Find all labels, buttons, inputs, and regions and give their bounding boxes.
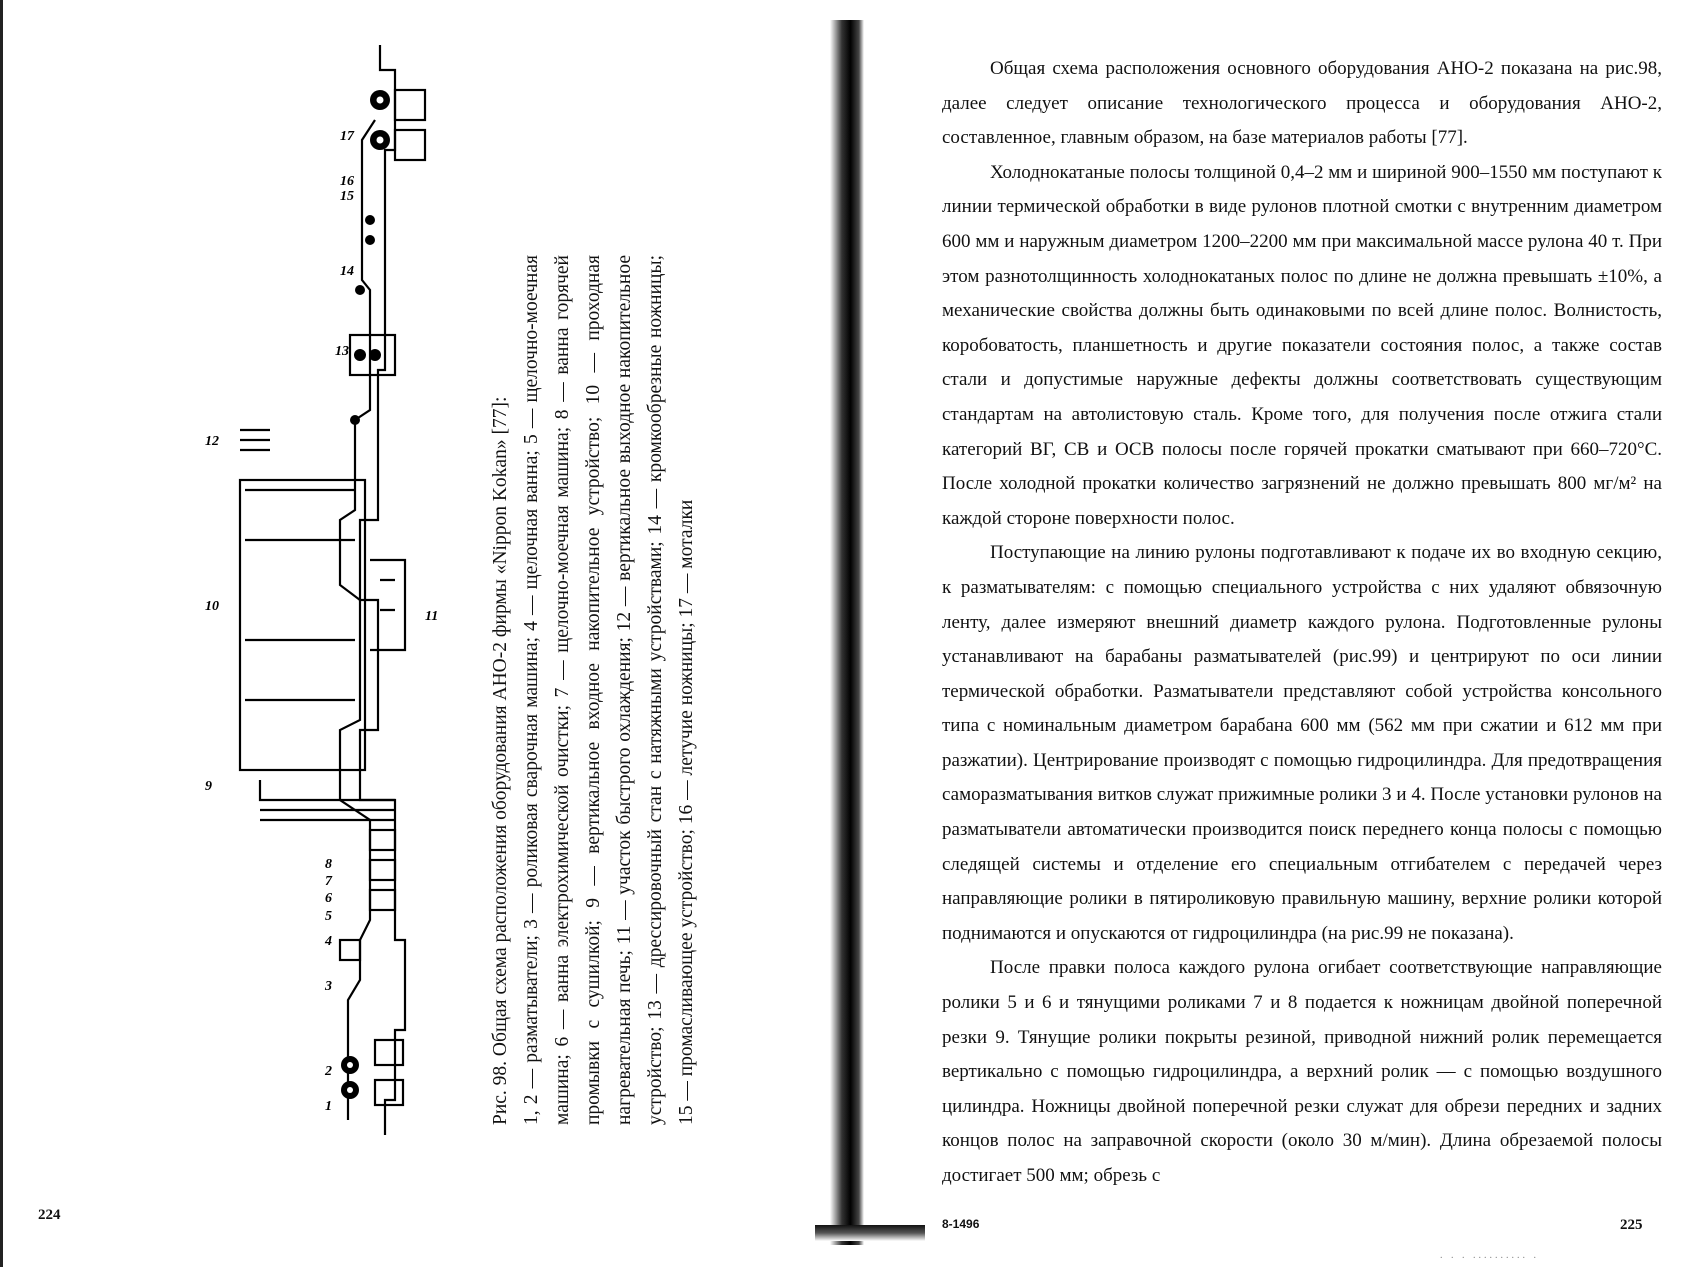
book-gutter bbox=[830, 20, 864, 1245]
building-outline bbox=[360, 45, 405, 1135]
entry-looper bbox=[260, 780, 395, 820]
label-15: 15 bbox=[340, 189, 354, 204]
equipment-layout-diagram bbox=[205, 40, 490, 1140]
exit-looper bbox=[240, 430, 270, 450]
label-4: 4 bbox=[325, 934, 332, 949]
page-number-right: 225 bbox=[1620, 1217, 1643, 1233]
coiler-box bbox=[395, 90, 425, 120]
label-13: 13 bbox=[335, 344, 349, 359]
label-6: 6 bbox=[325, 891, 332, 906]
label-2: 2 bbox=[325, 1064, 332, 1079]
paragraph-1: Общая схема расположения основного оборудования АНО-2 показана на рис.98, далее следует описание технологического процесса и оборудования АНО-2, составленное, главным образом, на базе материалов работы [77]. bbox=[942, 58, 1662, 149]
page-number-left: 224 bbox=[38, 1207, 61, 1223]
label-9: 9 bbox=[205, 779, 212, 794]
label-12: 12 bbox=[205, 434, 219, 449]
label-10: 10 bbox=[205, 599, 219, 614]
left-page bbox=[0, 0, 820, 1267]
label-7: 7 bbox=[325, 874, 332, 889]
paragraph-3: Поступающие на линию рулоны подготавливают к подаче их во входную секцию, к разматывателям: с помощью специального устройства с них удаляют обвязочную ленту, далее измеряют внешний диаметр каждого рулона. Подготовленные рулоны устанавливают на барабаны разматывателей (рис.99) и центрируют по оси линии термической обработки. Разматыватели представляют собой устройства консольного типа с номинальным диаметром барабана 600 мм (562 мм при сжатии и 612 мм при разжатии). Центрирование производят с помощью гидроцилиндра. Для предотвращения саморазматывания витков служат прижимные ролики 3 и 4. После установки рулонов на разматыватели автоматически производится поиск переднего конца полосы с помощью следящей системы и отделение его специальным отгибателем с передачей через направляющие ролики в пятироликовую правильную машину, верхние ролики которой поднимаются и опускаются от гидроцилиндра (на рис.99 не показана). bbox=[942, 542, 1662, 944]
caption-legend: 1, 2 — разматыватели; 3 — роликовая сварочная машина; 4 — щелочная ванна; 5 — щелочно-моечная машина; 6 — ванна электрохимической очистки; 7 — щелочно-моечная машина; 8 — ванна горячей промывки с сушилкой; 9 — вертикальное входное накопительное устройство; 10 — проходная нагревательная печь; 11 — участок быстрого охлаждения; 12 — вертикальное выходное накопительное устройство; 13 — дрессировочный стан с натяжными устройствами; 14 — кромкообрезные ножницы; 15 — промасливающее устройство; 16 — летучие ножницы; 17 — моталки bbox=[521, 255, 697, 1125]
cooling-section bbox=[370, 560, 405, 650]
label-3: 3 bbox=[325, 979, 332, 994]
label-1: 1 bbox=[325, 1099, 332, 1114]
caption-title: Рис. 98. Общая схема расположения оборудования АНО-2 фирмы «Nippon Kokan» [77]: bbox=[490, 396, 511, 1125]
book-gutter-shadow bbox=[815, 1225, 925, 1241]
label-16: 16 bbox=[340, 174, 354, 189]
label-8: 8 bbox=[325, 857, 332, 872]
paragraph-2: Холоднокатаные полосы толщиной 0,4–2 мм и шириной 900–1550 мм поступают к линии термической обработки в виде рулонов плотной смотки с внутренним диаметром 600 мм и наружным диаметром 1200–2200 мм при максимальной массе рулона 40 т. При этом разнотолщинность холоднокатаных полос по длине не должна превышать ±10%, а механические свойства должны быть одинаковыми по всей длине полос. Волнистость, коробоватость, планшетность и другие показатели состояния полос, а также состав стали и допустимые наружные дефекты должны соответствовать существующим стандартам на автолистовую сталь. Кроме того, для получения после отжига стали категорий ВГ, СВ и ОСВ полосы после горячей прокатки сматывают при 660–720°С. После холодной прокатки количество загрязнений не должно превышать 800 мг/м² на каждой стороне поверхности полос. bbox=[942, 161, 1662, 529]
scan-noise: . . . .......... . bbox=[1440, 1250, 1539, 1261]
welder-box bbox=[340, 940, 360, 960]
figure-caption bbox=[485, 255, 702, 1125]
label-11: 11 bbox=[425, 609, 439, 624]
signature-mark: 8-1496 bbox=[942, 1217, 980, 1231]
paragraph-4: После правки полоса каждого рулона огибает соответствующие направляющие ролики 5 и 6 и тянущими роликами 7 и 8 подается к ножницам двойной поперечной резки 9. Тянущие ролики покрыты резиной, приводной нижний ролик перемещается вертикально с помощью гидроцилиндра, а верхний ролик — с помощью воздушного цилиндра. Ножницы двойной поперечной резки служат для обрези передних и задних концов полос на заправочной скорости (около 30 м/мин). Длина обрезаемой полосы достигает 500 мм; обрезь с bbox=[942, 957, 1662, 1186]
label-17: 17 bbox=[340, 129, 354, 144]
label-14: 14 bbox=[340, 264, 354, 279]
body-text bbox=[942, 52, 1662, 1194]
label-5: 5 bbox=[325, 909, 332, 924]
